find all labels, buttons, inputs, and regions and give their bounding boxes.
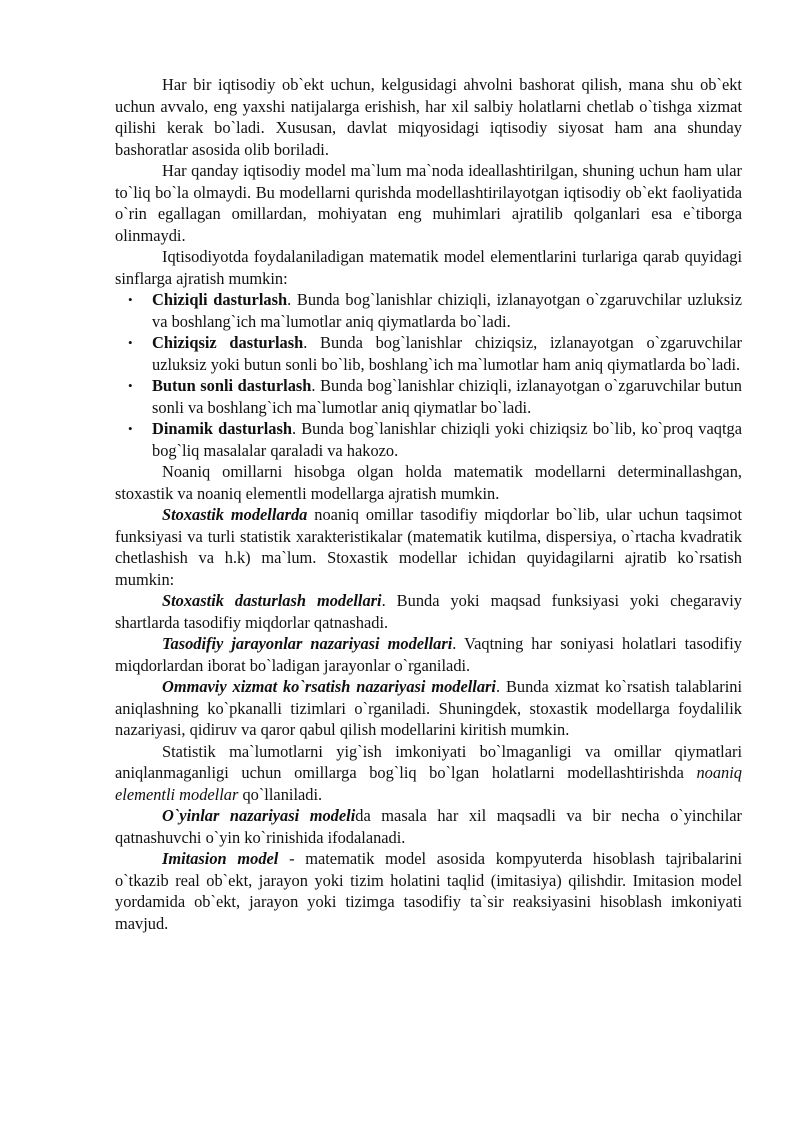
term-tasodifiy-jarayonlar: Tasodifiy jarayonlar nazariyasi modellari [162,634,453,653]
list-item-title: Chiziqsiz dasturlash [152,333,304,352]
bullet-icon: • [128,292,133,307]
list-item-text: . Bunda bog`lanishlar chiziqsiz, izlanayotgan o`zgaruvchilar uzluksiz yoki butun sonli bo`lib, boshlang`ich ma`lumotlar ham aniq qiymatlarda bo`ladi. [152,333,742,374]
paragraph-11 [115,848,742,934]
term-stoxastik: Stoxastik modellarda [162,505,308,524]
list-item [115,289,742,332]
term-noaniq-elementli: noaniq elementli modellar [115,763,742,804]
paragraph-9 [115,741,742,806]
paragraph-5 [115,504,742,590]
bullet-icon: • [128,378,133,393]
paragraph-5-text: noaniq omillar tasodifiy miqdorlar bo`lib, ular uchun taqsimot funksiyasi va turli statistik xarakteristikalar (matematik kutilma, dispersiya, o`rtacha kvadratik chetlashish va h.k) ma`lum. Stoxastik modellar ichidan quyidagilarni ajratib ko`rsatish mumkin: [115,505,742,589]
list-item [115,332,742,375]
bullet-icon: • [128,335,133,350]
list-item-title: Dinamik dasturlash [152,419,292,438]
paragraph-11-text: - matematik model asosida kompyuterda hisoblash tajribalarini o`tkazib real ob`ekt, jarayon yoki tizim holatini taqlid (imitasiya) qilishdir. Imitasion model yordamida ob`ekt, jarayon yoki tizimga tasodifiy ta`sir reaksiyasini hisoblash imkoniyati mavjud. [115,849,742,933]
term-ommaviy-xizmat: Ommaviy xizmat ko`rsatish nazariyasi modellari [162,677,496,696]
list-item [115,418,742,461]
term-imitasion-model: Imitasion model [162,849,279,868]
list-item-title: Butun sonli dasturlash [152,376,312,395]
paragraph-6 [115,590,742,633]
list-item-text: . Bunda bog`lanishlar chiziqli, izlanayotgan o`zgaruvchilar uzluksiz va boshlang`ich ma`lumotlar aniq qiymatlarda bo`ladi. [152,290,742,331]
paragraph-6-text: . Bunda yoki maqsad funksiyasi yoki chegaraviy shartlarda tasodifiy miqdorlar qatnashadi. [115,591,742,632]
term-oyinlar-nazariyasi: O`yinlar nazariyasi modeli [162,806,356,825]
bullet-icon: • [128,421,133,436]
paragraph-3: Iqtisodiyotda foydalaniladigan matematik model elementlarini turlariga qarab quyidagi sinflarga ajratish mumkin: [115,247,742,288]
list-item-text: . Bunda bog`lanishlar chiziqli, izlanayotgan o`zgaruvchilar butun sonli va boshlang`ich ma`lumotlar aniq qiymatlar bo`ladi. [152,376,742,417]
list-item-text: . Bunda bog`lanishlar chiziqli yoki chiziqsiz bo`lib, ko`proq vaqtga bog`liq masalalar qaraladi va hakozo. [152,419,742,460]
paragraph-10 [115,805,742,848]
list-item-title: Chiziqli dasturlash [152,290,288,309]
model-types-list [115,289,742,461]
paragraph-1: Har bir iqtisodiy ob`ekt uchun, kelgusidagi ahvolni bashorat qilish, mana shu ob`ekt uchun avvalo, eng yaxshi natijalarga erishish, har xil salbiy holatlarni chetlab o`tishga xizmat qilishi kerak bo`ladi. Xususan, davlat miqyosidagi iqtisodiy siyosat ham ana shunday bashoratlar asosida olib boriladi. [115,75,742,159]
paragraph-4: Noaniq omillarni hisobga olgan holda matematik modellarni determinallashgan, stoxastik va noaniq elementli modellarga ajratish mumkin. [115,462,742,503]
paragraph-9-text-1: Statistik ma`lumotlarni yig`ish imkoniyati bo`lmaganligi va omillar qiymatlari aniqlanmaganligi uchun omillarga bog`liq bo`lgan holatlarni modellashtirishda [115,741,742,782]
list-item [115,375,742,418]
paragraph-7 [115,633,742,676]
paragraph-8-text: . Bunda xizmat ko`rsatish talablarini aniqlashning ko`pkanalli tizimlari o`rganiladi. Shuningdek, stoxastik modellarga foydalilik nazariyasi, qidiruv va qaror qabul qilish modellarini kiritish mumkin. [115,677,742,739]
paragraph-7-text: . Vaqtning har soniyasi holatlari tasodifiy miqdorlardan iborat bo`ladigan jarayonlar o`rganiladi. [115,634,742,675]
paragraph-8 [115,676,742,741]
paragraph-9-text-2: qo`llaniladi. [238,784,323,804]
document-page [115,74,742,934]
paragraph-10-text: da masala har xil maqsadli va bir necha o`yinchilar qatnashuvchi o`yin ko`rinishida ifodalanadi. [115,806,742,847]
paragraph-2: Har qanday iqtisodiy model ma`lum ma`noda ideallashtirilgan, shuning uchun ham ular to`liq bo`la olmaydi. Bu modellarni qurishda modellashtirilayotgan iqtisodiy ob`ekt faoliyatida o`rin egallagan omillardan, mohiyatan eng muhimlari ajratilib qolganlari esa e`tiborga olinmaydi. [115,161,742,245]
term-stoxastik-dasturlash: Stoxastik dasturlash modellari [162,591,382,610]
